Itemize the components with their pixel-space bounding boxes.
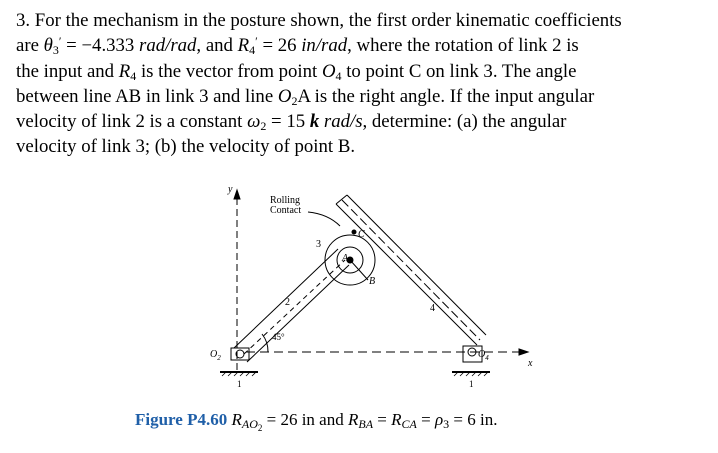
link-4-centerline: [342, 200, 480, 340]
figure-caption: Figure P4.60 $R_{AO2} = 26$ in and $R_{BA} = R_{CA} = \rho_3 = 6$ in.: [135, 410, 498, 433]
y-axis-arrow: [234, 190, 240, 199]
mechanism-figure: [190, 180, 550, 392]
ground-label-1b: 1: [469, 379, 474, 389]
label-C: C: [358, 229, 365, 240]
label-O4: $O_4$: [478, 349, 489, 362]
link-4-edge-right: [347, 195, 486, 335]
problem-line-3: the input and $R_4$ is the vector from point $O_4$ to point C on link 3. The angle: [16, 60, 577, 83]
label-link-4: 4: [430, 303, 435, 314]
problem-line-6: velocity of link 3; (b) the velocity of point B.: [16, 136, 356, 158]
rolling-contact-label-2: Contact: [270, 205, 302, 216]
problem-number: 3.: [16, 10, 31, 31]
angle-label: 45°: [272, 332, 285, 342]
label-A: A: [342, 253, 349, 264]
label-link-3: 3: [316, 239, 321, 250]
rolling-contact-leader: [308, 212, 340, 226]
label-B: B: [369, 276, 376, 287]
ground-label-1a: 1: [237, 379, 242, 389]
problem-line-2: are $\theta_3' = -4.333$ rad/rad, and $R_4' = 26$ in/rad, where the rotation of link 2 is: [16, 34, 579, 58]
figure-label: Figure P4.60: [135, 410, 228, 429]
label-link-2: 2: [285, 297, 290, 308]
problem-line-4: between line AB in link 3 and line $O_2A$ is the right angle. If the input angular: [16, 85, 595, 108]
x-axis-label: x: [528, 358, 533, 369]
y-axis-label: y: [228, 184, 233, 195]
x-axis-arrow: [519, 349, 528, 355]
label-O2: $O_2$: [210, 349, 221, 362]
link-4-end: [336, 195, 347, 204]
problem-line-5: velocity of link 2 is a constant $\omega_2 = 15$ k rad/s, determine: (a) the angular: [16, 111, 567, 134]
link-4-edge-left: [336, 204, 477, 345]
problem-text: [16, 8, 712, 160]
contact-point-C: [352, 230, 356, 234]
line-AB: [350, 260, 368, 280]
rolling-contact-label-1: Rolling: [270, 195, 301, 206]
mechanism-diagram: [190, 180, 550, 392]
angle-arc: [262, 334, 268, 352]
problem-line-1: 3. For the mechanism in the posture shown, the first order kinematic coefficients: [16, 10, 622, 31]
